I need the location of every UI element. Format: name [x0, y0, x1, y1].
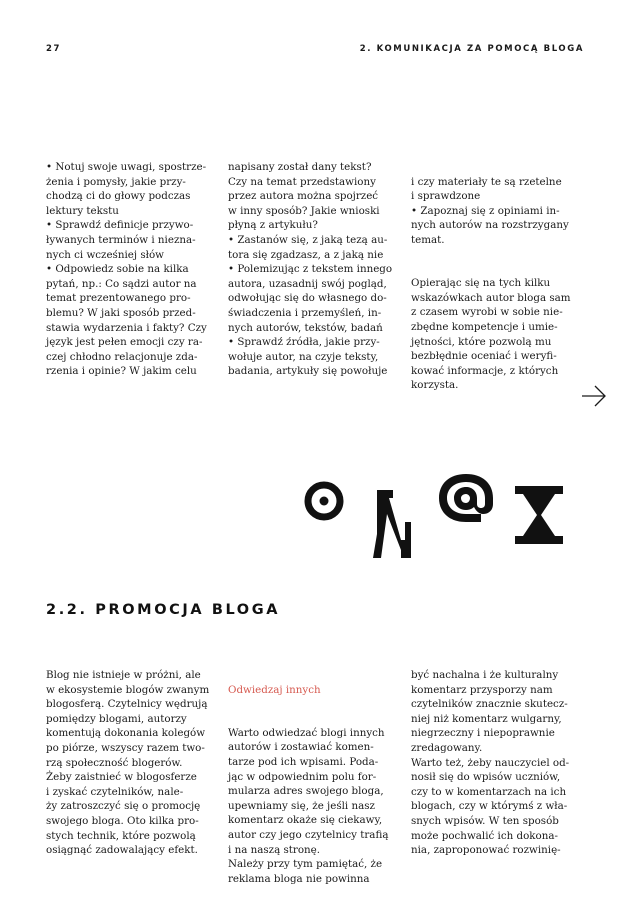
- top-column-3-part-2: Opierając się na tych kilku wskazówkach autor bloga sam z czasem wyrobi w sobie nie- zbędne kompetencje i umie- jętności, które pozwolą mu bezbłędnie oceniać i weryfi- kować informacje, z których korzysta.: [411, 277, 571, 392]
- section-title: 2.2. PROMOCJA BLOGA: [46, 602, 281, 618]
- lambda-glyph-icon: [371, 488, 419, 560]
- bottom-column-2-text: Warto odwiedzać blogi innych autorów i zostawiać komen- tarze pod ich wpisami. Poda- jąc w odpowiednim polu for- mularza adres swojego bloga, upewniamy się, że jeśli nasz komentarz okaże się ciekawy, autor czy jego czytelnicy trafią i na naszą stronę. Należy przy tym pamiętać, że reklama bloga nie powinna: [228, 726, 389, 885]
- top-column-3-part-1: i czy materiały te są rzetelne i sprawdzone • Zapoznaj się z opiniami in- nych autorów na rozstrzygany temat.: [411, 175, 569, 246]
- bottom-column-3: być nachalna i że kulturalny komentarz przysporzy nam czytelników znacznie skutecz- niej niż komentarz wulgarny, niegrzeczny i niepoprawnie zredagowany. Warto też, żeby nauczyciel od- nosił się do wpisów uczniów, czy to w komentarzach na ich blogach, czy w którymś z wła- snych wpisów. W ten sposób może pochwalić ich dokona- nia, zaproponować rozwinię-: [411, 669, 570, 857]
- chapter-title: 2. KOMUNIKACJA ZA POMOCĄ BLOGA: [359, 44, 584, 54]
- decorative-glyphs: [303, 470, 573, 562]
- top-column-3: [411, 160, 576, 393]
- bottom-column-2: [228, 668, 393, 886]
- running-header: [46, 44, 584, 58]
- bottom-column-1: Blog nie istnieje w próżni, ale w ekosystemie blogów zwanym blogosferą. Czytelnicy wędrują pomiędzy blogami, autorzy komentują dokonania kolegów po piórze, wszyscy razem two- rzą społeczność blogerów. Żeby zaistnieć w blogosferze i zyskać czytelników, nale- ży zatroszczyć się o promocję swojego bloga. Oto kilka pro- stych technik, które pozwolą osiągnąć zadowalający efekt.: [46, 669, 210, 857]
- page-number: 27: [46, 44, 62, 54]
- at-sign-icon: [435, 470, 497, 526]
- arrow-right-icon: [580, 384, 608, 408]
- subheading: Odwiedzaj innych: [228, 683, 321, 696]
- top-column-1: • Notuj swoje uwagi, spostrze- żenia i pomysły, jakie przy- chodzą ci do głowy podczas lektury tekstu • Sprawdź definicje przywo- ływanych terminów i niezna- nych ci wcześniej słów • Odpowiedz sobie na kilka pytań, np.: Co sądzi autor na temat prezentowanego pro- blemu? W jaki sposób przed- stawia wydarzenia i fakty? Czy język jest pełen emocji czy ra- czej chłodno relacjonuje zda- rzenia i opinie? W jakim celu: [46, 161, 207, 378]
- target-circle-icon: [303, 480, 345, 522]
- top-column-2: napisany został dany tekst? Czy na temat przedstawiony przez autora można spojrzeć w inny sposób? Jakie wnioski płyną z artykułu? • Zastanów się, z jaką tezą au- tora się zgadzasz, a z jaką nie • Polemizując z tekstem innego autora, uzasadnij swój pogląd, odwołując się do własnego do- świadczenia i przemyśleń, in- nych autorów, tekstów, badań • Sprawdź źródła, jakie przy- wołuje autor, na czyje teksty, badania, artykuły się powołuje: [228, 161, 393, 378]
- hourglass-glyph-icon: [513, 484, 565, 546]
